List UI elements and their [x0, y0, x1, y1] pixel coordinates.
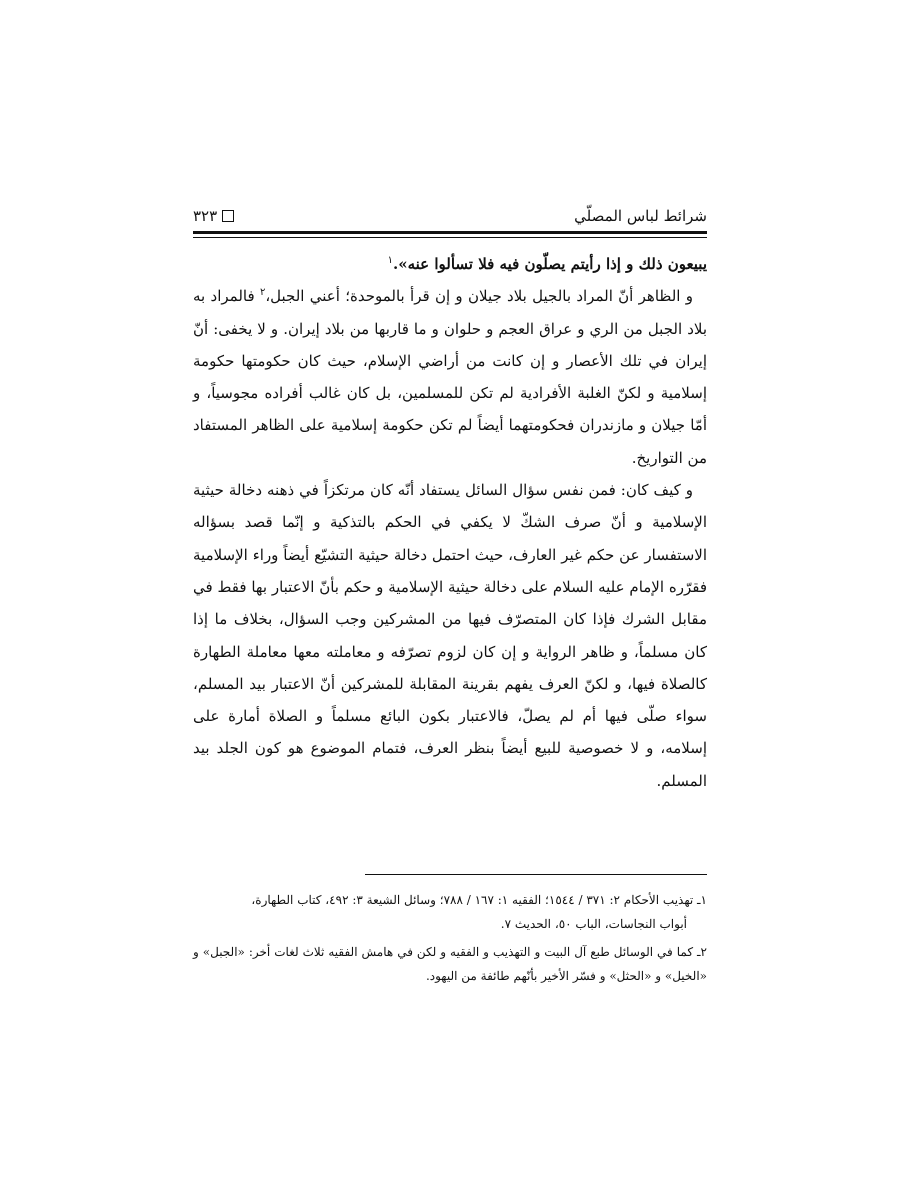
running-header	[193, 204, 707, 228]
paragraph-1-start: و الظاهر أنّ المراد بالجيل بلاد جيلان و إن قرأ بالموحدة؛ أعني الجبل،	[265, 287, 694, 306]
footnotes	[193, 888, 707, 992]
main-text	[193, 248, 707, 797]
paragraph-1	[193, 280, 707, 474]
footnote-ref-2[interactable]: ٢	[259, 287, 266, 299]
chapter-title: شرائط لباس المصلّي	[574, 207, 707, 225]
header-rule-thick	[193, 231, 707, 234]
footnote-1-line1: ١ـ تهذيب الأحكام ٢: ٣٧١ / ١٥٤٤؛ الفقيه ١: ١٦٧ / ٧٨٨؛ وسائل الشيعة ٣: ٤٩٢، كتاب الطهارة،	[251, 893, 707, 907]
paragraph-1-rest: فالمراد به بلاد الجبل من الري و عراق العجم و حلوان و ما قاربها من بلاد إيران. و لا يخفى: أنّ إيران في تلك الأعصار و إن كانت من أراضي الإسلام، حيث كان حكومتها حكومة إسلامية و لكنّ الغلبة الأفرادية لم تكن للمسلمين، بل كان غالب أفراده مجوسياً، و أمّا جيلان و مازندران فحكومتهما أيضاً لم تكن حكومة إسلامية على الظاهر المستفاد من التواريخ.	[193, 287, 707, 467]
quote-text: يبيعون ذلك و إذا رأيتم يصلّون فيه فلا تسألوا عنه».	[393, 255, 707, 273]
square-outline-icon	[222, 210, 234, 222]
footnote-1-line2: أبواب النجاسات، الباب ٥٠، الحديث ٧.	[500, 917, 687, 931]
footnote-separator	[365, 874, 707, 875]
footnote-ref-1[interactable]: ١	[387, 255, 394, 266]
paragraph-2: و كيف كان: فمن نفس سؤال السائل يستفاد أنّه كان مرتكزاً في ذهنه دخالة حيثية الإسلامية و أنّ صرف الشكّ لا يكفي في الحكم بالتذكية و إنّما قصد بسؤاله الاستفسار عن حكم غير العارف، حيث احتمل دخالة حيثية التشيّع أيضاً وراء الإسلامية فقرّره الإمام عليه السلام على دخالة حيثية الإسلامية و حكم بأنّ الاعتبار بها فقط في مقابل الشرك فإذا كان المتصرّف فيها من المشركين وجب السؤال، بخلاف ما إذا كان مسلماً، و ظاهر الرواية و إن كان لزوم تصرّفه و معاملته معها معاملة الطهارة كالصلاة فيها، و لكنّ العرف يفهم بقرينة المقابلة للمشركين أنّ الاعتبار بيد المسلم، سواء صلّى فيها أم لم يصلّ، فالاعتبار بكون البائع مسلماً و الصلاة أمارة على إسلامه، و لا خصوصية للبيع أيضاً بنظر العرف، فتمام الموضوع هو كون الجلد بيد المسلم.	[193, 481, 707, 790]
quote-line	[193, 248, 707, 280]
page-number: ٣٢٣	[193, 207, 218, 225]
footnote-2: ٢ـ كما في الوسائل طبع آل البيت و التهذيب و الفقيه و لكن في هامش الفقيه ثلاث لغات أخر: «الجبل» و «الخيل» و «الحثل» و فسّر الأخير بأنّهم طائفة من اليهود.	[193, 945, 707, 983]
header-rule-thin	[193, 237, 707, 238]
page-number-block	[193, 207, 234, 225]
page	[193, 196, 900, 1196]
footnote-1	[193, 888, 707, 936]
